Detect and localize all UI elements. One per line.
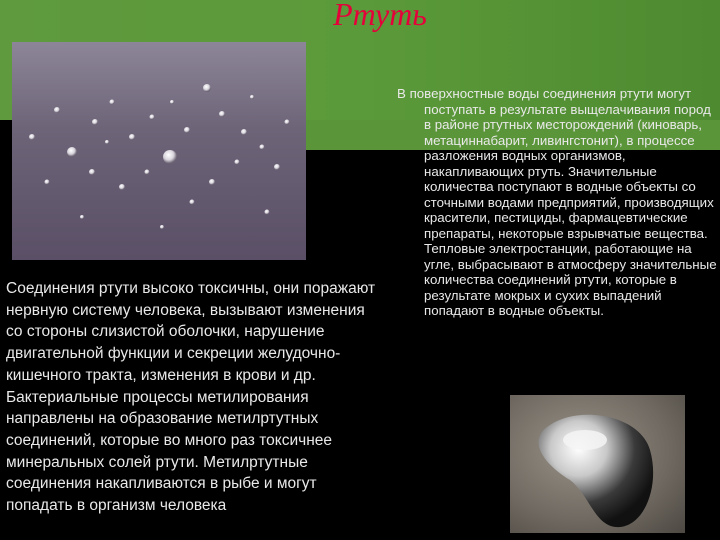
- right-paragraph: [397, 86, 719, 319]
- right-paragraph-text: В поверхностные воды соединения ртути могут поступать в результате выщелачивания пород в районе ртутных месторождений (киноварь, метациннабарит, ливингстонит), в процессе разложения водных организмов, накапливающих ртуть. Значительные количества поступают в водные объекты со сточными водами предприятий, производящих красители, пестициды, фармацевтические препараты, некоторые взрывчатые вещества. Тепловые электростанции, работающие на угле, выбрасывают в атмосферу значительные количества соединений ртути, которые в результате мокрых и сухих выпадений попадают в водные объекты.: [397, 86, 717, 318]
- droplets-image: [12, 42, 306, 260]
- mercury-droplets-photo: [12, 42, 306, 260]
- drop-image: [510, 395, 685, 533]
- mercury-drop-photo: [510, 395, 685, 533]
- left-paragraph: Соединения ртути высоко токсичны, они поражают нервную систему человека, вызывают изменения со стороны слизистой оболочки, нарушение двигательной функции и секреции желудочно-кишечного тракта, изменения в крови и др. Бактериальные процессы метилирования направлены на образование метилртутных соединений, которые во много раз токсичнее минеральных солей ртути. Метилртутные соединения накапливаются в рыбе и могут попадать в организм человека: [6, 280, 376, 515]
- slide-title: Ртуть: [333, 0, 427, 32]
